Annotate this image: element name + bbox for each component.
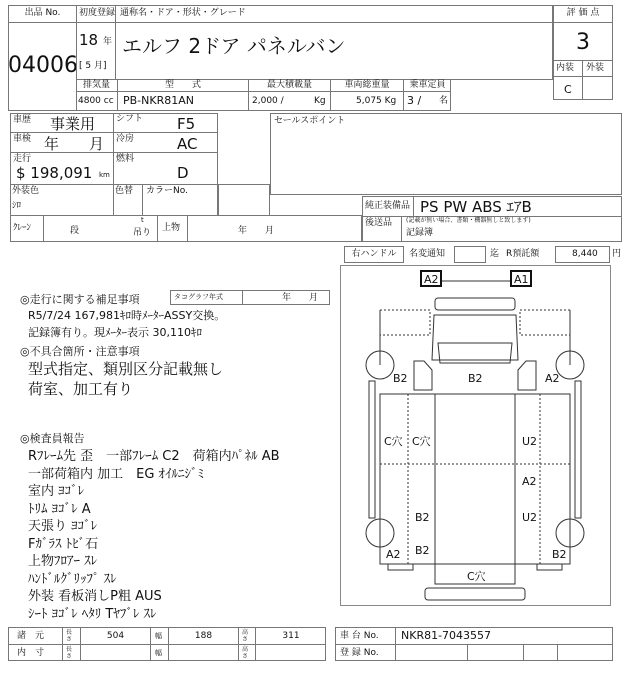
report-line: 天張り ﾖｺﾞﾚ <box>28 519 98 534</box>
damage-left-rear: B2 <box>415 544 430 557</box>
damage-rear-right: B2 <box>552 548 567 561</box>
history: 事業用 <box>50 115 96 133</box>
damage-right-front: A2 <box>545 372 560 385</box>
inner-length-label: 長さ <box>66 646 73 660</box>
interior-label: 内装 <box>556 63 575 73</box>
displacement: 4800 cc <box>78 96 114 106</box>
lot-number: 04006 <box>8 53 78 78</box>
body-label: 上物 <box>162 223 181 233</box>
exterior-label: 外装 <box>586 63 605 73</box>
length-label: 長さ <box>66 629 73 643</box>
defect-note: 荷室、加工有り <box>28 380 134 398</box>
shift: F5 <box>177 115 196 133</box>
blank-cell <box>218 184 270 216</box>
rear-right-mudguard <box>537 564 562 570</box>
chassis-label: 車 台 No. <box>340 631 379 641</box>
height-value: 311 <box>282 631 300 641</box>
inner-height-label: 高さ <box>242 646 249 660</box>
until-label: 迄 <box>490 249 500 259</box>
width-label: 幅 <box>155 632 162 640</box>
report-line: Fｶﾞﾗｽ ﾄﾋﾞ石 <box>28 536 99 552</box>
shift-label: シフト <box>116 114 144 124</box>
color: ｼﾛ <box>12 201 22 211</box>
capacity: 3 / <box>407 94 422 107</box>
length-value: 504 <box>106 631 125 641</box>
left-fender-line <box>380 310 430 335</box>
fuel-label: 燃料 <box>116 154 135 164</box>
inner-label: 内 寸 <box>17 648 45 658</box>
capacity-label: 乗車定員 <box>409 80 446 90</box>
color-label: 外装色 <box>12 186 40 196</box>
width-value: 188 <box>194 631 213 641</box>
fuel: D <box>177 164 189 182</box>
crane-hang: 吊り <box>133 228 152 238</box>
spec-label: 諸 元 <box>17 631 45 641</box>
mileage-unit: km <box>99 171 110 179</box>
report-line: ｼｰﾄ ﾖｺﾞﾚ ﾍﾀﾘ Tﾔﾌﾞﾚ ｽﾚ <box>28 606 157 622</box>
damage-rear: C穴 <box>467 570 486 583</box>
damage-cab: B2 <box>468 372 483 385</box>
damage-right-mid: A2 <box>522 475 537 488</box>
reg-cell <box>523 644 558 661</box>
inspector-report <box>28 448 333 623</box>
crane-label: ｸﾚｰﾝ <box>13 223 32 233</box>
mileage-note: R5/7/24 167,981ｷﾛ時ﾒｰﾀｰASSY交換。 <box>28 309 226 322</box>
report-line: Rﾌﾚｰﾑ先 歪 一部ﾌﾚｰﾑ C2 荷箱内ﾊﾟﾈﾙ AB <box>28 449 280 464</box>
later-note: (記載が無い場合、書類・機器無しと致します) <box>406 217 531 224</box>
right-side-step <box>575 381 581 518</box>
reg-label: 登 録 No. <box>340 648 379 658</box>
damage-left-inner: C穴 <box>412 435 431 448</box>
name-change-label: 名変通知 <box>409 249 446 259</box>
right-door-window <box>518 361 536 390</box>
body-date: 年 月 <box>238 226 275 236</box>
ac: AC <box>177 135 198 153</box>
crane-stage: 段 <box>70 226 80 236</box>
first-reg-year: 18 <box>79 31 99 49</box>
max-load-unit: Kg <box>314 96 326 106</box>
report-line: 一部荷箱内 加工 EG ｵｲﾙﾆｼﾞﾐ <box>28 466 205 482</box>
recycle-label: R預託額 <box>506 249 540 259</box>
name-change-box <box>454 246 486 263</box>
report-line: 上物ﾌﾛｱｰ ｽﾚ <box>28 554 98 569</box>
color-no-label: カラーNo. <box>146 186 188 196</box>
name-label: 通称名・ドア・形状・グレード <box>120 8 246 18</box>
mileage-notes-title: ◎走行に関する補足事項 <box>20 293 140 306</box>
crane-ton: t <box>141 216 144 224</box>
mileage-label: 走行 <box>13 154 32 164</box>
vehicle-damage-diagram <box>340 265 612 607</box>
model-label: 型 式 <box>164 80 201 90</box>
lot-label: 出品 No. <box>24 8 61 18</box>
inspection-label: 車検 <box>13 134 32 144</box>
equipment-label: 純正装備品 <box>365 201 411 211</box>
damage-right-upper: U2 <box>522 435 538 448</box>
cab-roof <box>432 315 518 360</box>
chassis-number: NKR81-7043557 <box>401 629 492 642</box>
yen-unit: 円 <box>612 249 622 259</box>
sales-point-label: セールスポイント <box>274 116 346 126</box>
displacement-label: 排気量 <box>82 80 110 90</box>
later-items: 記録簿 <box>406 228 434 238</box>
report-line: 外装 看板消しP粗 AUS <box>28 589 162 604</box>
damage-left-lower: B2 <box>415 511 430 524</box>
mileage: $ 198,091 <box>16 164 93 182</box>
rear-left-mudguard <box>388 564 413 570</box>
capacity-unit: 名 <box>439 96 449 106</box>
ac-label: 冷房 <box>116 134 135 144</box>
damage-front-right: A1 <box>514 273 529 286</box>
reg-cell <box>467 644 524 661</box>
score-label: 評 価 点 <box>566 8 600 18</box>
color-change-label: 色替 <box>115 186 134 196</box>
score-value: 3 <box>576 30 590 55</box>
left-door-window <box>414 361 432 390</box>
year-unit: 年 <box>103 37 113 47</box>
damage-rear-left: A2 <box>386 548 401 561</box>
first-reg-month: [ 5 月] <box>79 61 107 71</box>
cargo-floor <box>435 394 515 584</box>
defect-note: 型式指定、類別区分記載無し <box>28 360 224 378</box>
later-label: 後送品 <box>365 218 393 228</box>
inner-width-label: 幅 <box>155 649 162 657</box>
gvw: 5,075 Kg <box>356 96 397 106</box>
height-label: 高さ <box>242 629 249 643</box>
rhd: 右ハンドル <box>351 249 397 259</box>
report-line: ﾄﾘﾑ ﾖｺﾞﾚ A <box>28 501 91 517</box>
inspector-title: ◎検査員報告 <box>20 432 85 445</box>
defect-title: ◎不具合箇所・注意事項 <box>20 345 140 358</box>
interior-grade: C <box>564 83 572 96</box>
grille <box>435 298 515 310</box>
first-reg-label: 初度登録 <box>79 8 116 18</box>
damage-left-front: B2 <box>393 372 408 385</box>
max-load: 2,000 / <box>252 96 284 106</box>
recycle-fee: 8,440 <box>572 249 598 259</box>
history-label: 車歴 <box>13 115 32 125</box>
tacho-date: 年 月 <box>282 293 319 303</box>
mileage-note: 記録簿有り。現ﾒｰﾀｰ表示 30,110ｷﾛ <box>28 326 202 339</box>
right-fender-line <box>520 310 570 335</box>
damage-right-lower: U2 <box>522 511 538 524</box>
damage-left-outer: C穴 <box>384 435 403 448</box>
damage-front-left: A2 <box>424 273 439 286</box>
report-line: 室内 ﾖｺﾞﾚ <box>28 484 85 499</box>
equipment: PS PW ABS ｴｱB <box>420 198 532 216</box>
left-side-step <box>369 381 375 518</box>
rear-bumper <box>425 588 525 600</box>
inspection: 年 月 <box>44 135 105 153</box>
tacho-label: タコグラフ年式 <box>174 293 223 301</box>
max-load-label: 最大積載量 <box>266 80 312 90</box>
gvw-label: 車両総重量 <box>344 80 390 90</box>
model: PB-NKR81AN <box>123 94 194 107</box>
report-line: ﾊﾝﾄﾞﾙｸﾞﾘｯﾌﾟ ｽﾚ <box>28 571 117 587</box>
vehicle-name: エルフ 2ドア パネルバン <box>122 34 346 58</box>
